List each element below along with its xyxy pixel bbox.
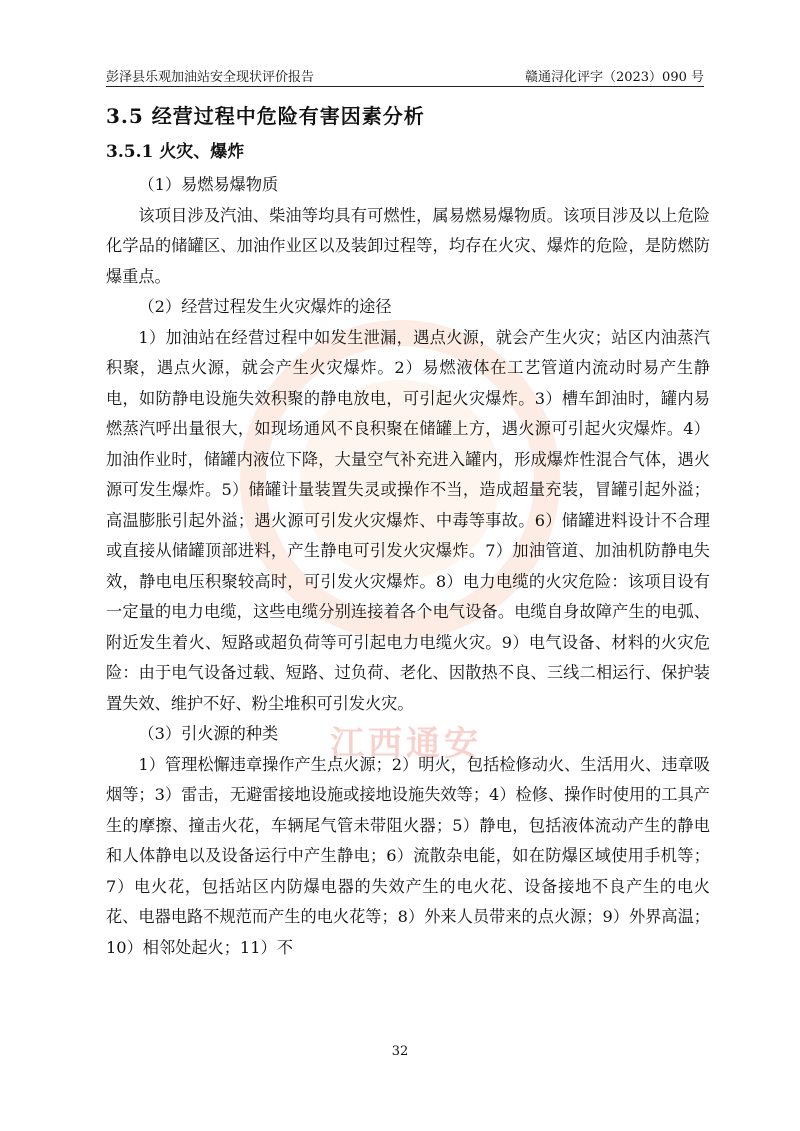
paragraph-2: 该项目涉及汽油、柴油等均具有可燃性，属易燃易爆物质。该项目涉及以上危险化学品的储罐区、加油作业区以及装卸过程等，均存在火灾、爆炸的危险，是防燃防爆重点。 [106,205,710,286]
paragraph-6: 1）管理松懈违章操作产生点火源；2）明火，包括检修动火、生活用火、违章吸烟等；3）雷击，无避雷接地设施或接地设施失效等；4）检修、操作时使用的工具产生的摩擦、撞击火花，车辆尾气管未带阻火器；5）静电，包括液体流动产生的静电和人体静电以及设备运行中产生静电；6）流散杂电能，如在防爆区域使用手机等；7）电火花，包括站区内防爆电器的失效产生的电火花、设备接地不良产生的电火花、电器电路不规范而产生的电火花等；8）外来人员带来的点火源；9）外界高温；10）相邻处起火；11）不 [106,754,710,957]
subsection-title: 3.5.1 火灾、爆炸 [106,142,245,162]
paragraph-5-heading: （3）引火源的种类 [138,724,279,743]
body-text [106,170,710,963]
header-report-title: 彭泽县乐观加油站安全现状评价报告 [106,70,315,85]
paragraph-4: 1）加油站在经营过程中如发生泄漏，遇点火源，就会产生火灾；站区内油蒸汽积聚，遇点火源，就会产生火灾爆炸。2）易燃液体在工艺管道内流动时易产生静电，如防静电设施失效积聚的静电放电，可引起火灾爆炸。3）槽车卸油时，罐内易燃蒸汽呼出量很大，如现场通风不良积聚在储罐上方，遇火源可引起火灾爆炸。4）加油作业时，储罐内液位下降，大量空气补充进入罐内，形成爆炸性混合气体，遇火源可发生爆炸。5）储罐计量装置失灵或操作不当，造成超量充装，冒罐引起外溢；高温膨胀引起外溢；遇火源可引发火灾爆炸、中毒等事故。6）储罐进料设计不合理或直接从储罐顶部进料，产生静电可引发火灾爆炸。7）加油管道、加油机防静电失效，静电电压积聚较高时，可引发火灾爆炸。8）电力电缆的火灾危险：该项目设有一定量的电力电缆，这些电缆分别连接着各个电气设备。电缆自身故障产生的电弧、附近发生着火、短路或超负荷等可引起电力电缆火灾。9）电气设备、材料的火灾危险：由于电气设备过载、短路、过负荷、老化、因散热不良、三线二相运行、保护装置失效、维护不好、粉尘堆积可引发火灾。 [106,327,710,713]
header-report-number: 赣通浔化评字（2023）090 号 [524,70,704,85]
paragraph-3-heading: （2）经营过程发生火灾爆炸的途径 [138,297,392,316]
page-number: 32 [391,1044,409,1059]
page-header [106,64,704,87]
paragraph-1-heading: （1）易燃易爆物质 [138,175,279,194]
section-title: 3.5 经营过程中危险有害因素分析 [106,104,425,128]
watermark-text: 江西通安 [330,724,482,764]
